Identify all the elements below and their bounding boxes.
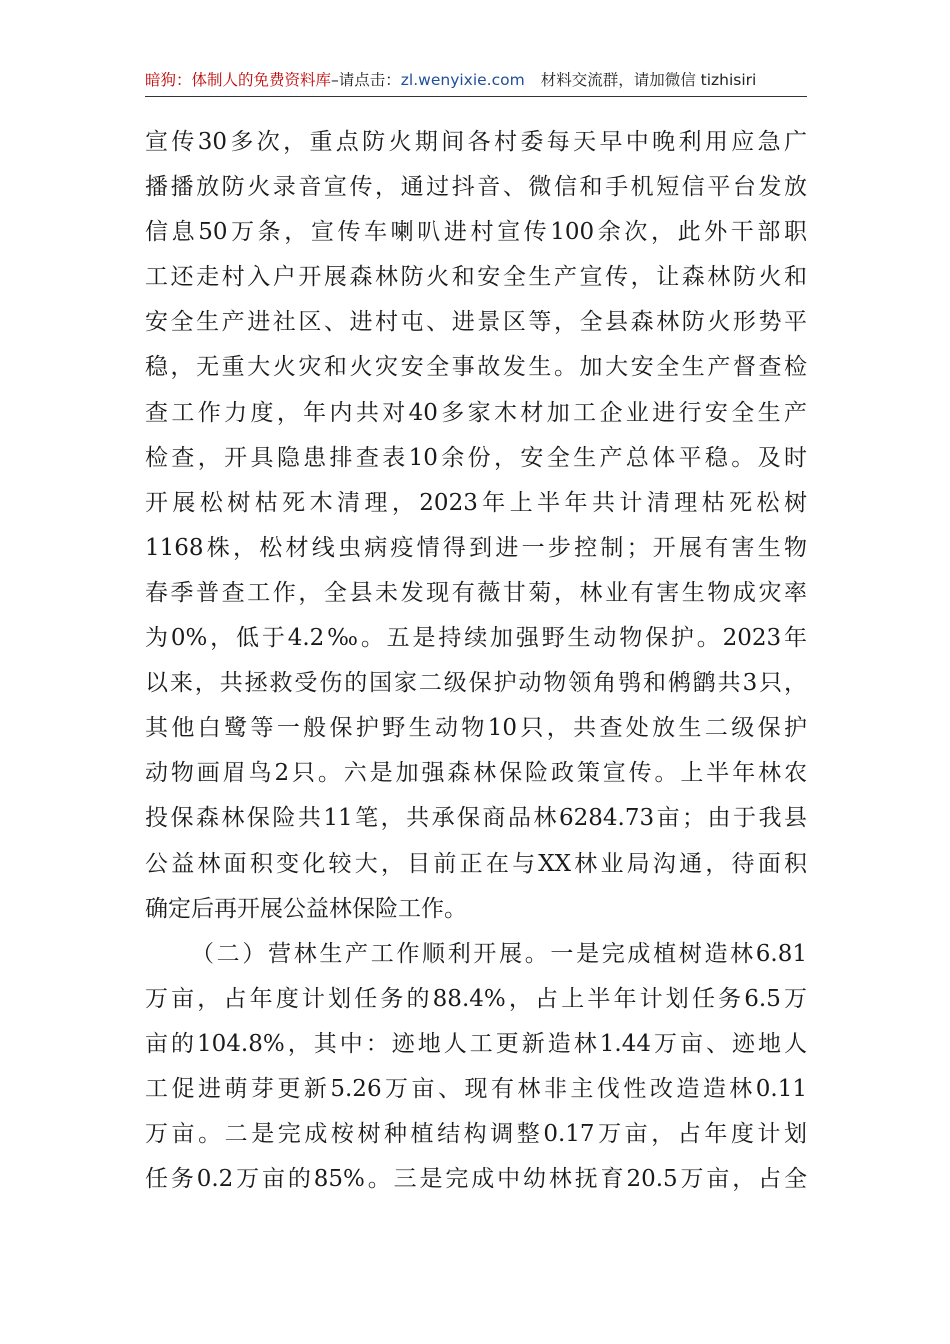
body-line: 信息50万条，宣传车喇叭进村宣传100余次，此外干部职 xyxy=(145,219,807,246)
body-line-paragraph-end: 确定后再开展公益林保险工作。 xyxy=(145,895,467,922)
body-line: 公益林面积变化较大，目前正在与XX林业局沟通，待面积 xyxy=(145,850,807,877)
body-line: 安全生产进社区、进村屯、进景区等，全县森林防火形势平 xyxy=(145,309,807,336)
body-line: 万亩。二是完成桉树种植结构调整0.17万亩，占年度计划 xyxy=(145,1121,807,1148)
body-line: 其他白鹭等一般保护野生动物10只，共查处放生二级保护 xyxy=(145,715,807,742)
body-line: 万亩，占年度计划任务的88.4%，占上半年计划任务6.5万 xyxy=(145,985,807,1012)
page-header xyxy=(145,68,807,97)
body-line: 开展松树枯死木清理，2023年上半年共计清理枯死松树 xyxy=(145,489,807,516)
body-line: 投保森林保险共11笔，共承保商品林6284.73亩；由于我县 xyxy=(145,805,807,832)
header-url-link[interactable]: zl.wenyixie.com xyxy=(400,71,525,89)
body-line: 宣传30多次，重点防火期间各村委每天早中晚利用应急广 xyxy=(145,129,807,155)
body-line: 检查，开具隐患排查表10余份，安全生产总体平稳。及时 xyxy=(145,444,807,471)
body-line: 播播放防火录音宣传，通过抖音、微信和手机短信平台发放 xyxy=(145,174,807,201)
body-line: 亩的104.8%，其中：迹地人工更新造林1.44万亩、迹地人 xyxy=(145,1030,807,1057)
header-group-note: 材料交流群，请加微信 tizhisiri xyxy=(540,71,757,89)
body-line: 动物画眉鸟2只。六是加强森林保险政策宣传。上半年林农 xyxy=(145,760,807,787)
body-line: 春季普查工作，全县未发现有薇甘菊，林业有害生物成灾率 xyxy=(145,579,807,606)
body-line: 查工作力度，年内共对40多家木材加工企业进行安全生产 xyxy=(145,399,807,426)
body-line: 1168株，松材线虫病疫情得到进一步控制；开展有害生物 xyxy=(145,534,807,561)
body-line: 工还走村入户开展森林防火和安全生产宣传，让森林防火和 xyxy=(145,264,807,291)
header-click-prompt: –请点击： xyxy=(331,71,401,89)
body-line: 为0%，低于4.2‰。五是持续加强野生动物保护。2023年 xyxy=(145,625,807,652)
body-line: 稳，无重大火灾和火灾安全事故发生。加大安全生产督查检 xyxy=(145,354,807,381)
body-line-section-heading: （二）营林生产工作顺利开展。一是完成植树造林6.81 xyxy=(191,940,807,967)
body-line: 工促进萌芽更新5.26万亩、现有林非主伐性改造造林0.11 xyxy=(145,1075,807,1102)
body-line: 任务0.2万亩的85%。三是完成中幼林抚育20.5万亩，占全 xyxy=(145,1166,807,1193)
document-body xyxy=(145,120,807,1202)
header-site-name: 暗狗：体制人的免费资料库 xyxy=(145,71,332,89)
body-line: 以来，共拯救受伤的国家二级保护动物领角鸮和鸺鹠共3只， xyxy=(145,670,807,697)
